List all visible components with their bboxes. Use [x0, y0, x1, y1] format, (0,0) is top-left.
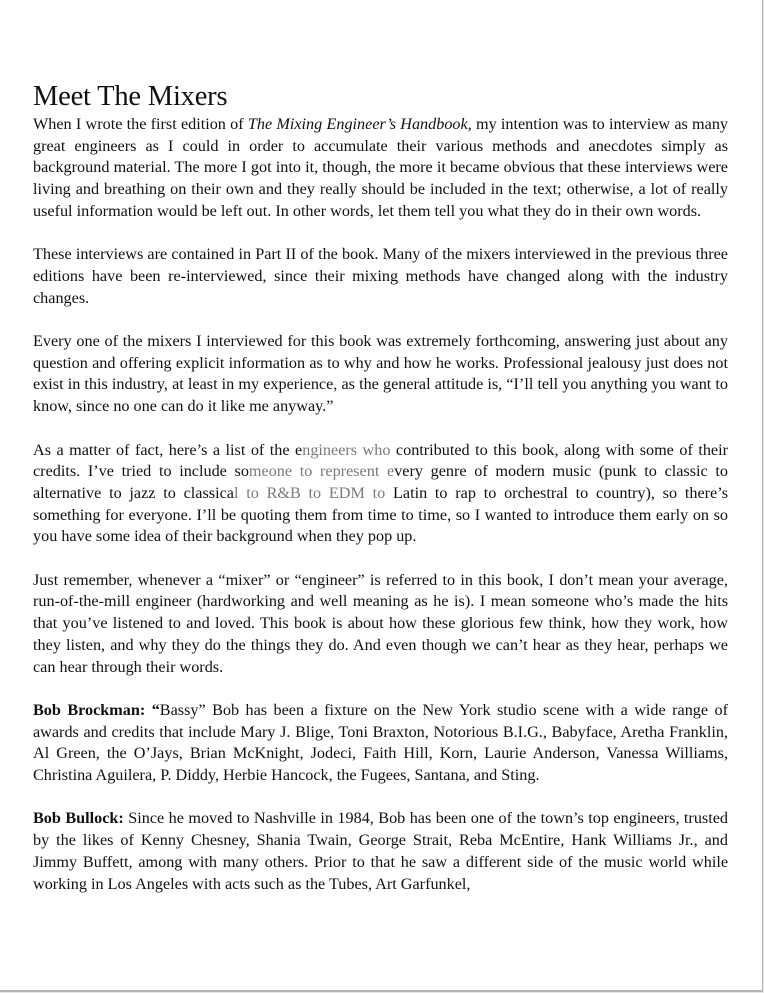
paragraph-remember: Just remember, whenever a “mixer” or “engineer” is referred to in this book, I don’t mean your average, run-of-the-mill engineer (hardworking and well meaning as he is). I mean someone who’s made the hits that you’ve listened to and loved. This book is about how these glorious few think, how they work, how they listen, and why they do the things they do. And even though we can’t hear as they hear, perhaps we can hear through their words. — [33, 570, 728, 676]
book-title: The Mixing Engineer’s Handbook — [247, 115, 468, 133]
bio-entry — [33, 808, 728, 895]
text-run: contributed to this book, along with some of their credits. I’ve tried to include so — [33, 440, 728, 481]
bio-name: Bob Brockman: “ — [33, 700, 160, 719]
bio-entry — [33, 700, 728, 787]
paragraph-intro-rest: , my intention was to interview as many great engineers as I could in order to accumulate their various methods and anecdotes simply as background material. The more I got into it, though, the more it became obvious that these interviews were living and breathing on their own and they really should be included in the text; otherwise, a lot of really useful information would be left out. In other words, let them tell you what they do in their own words. — [33, 115, 729, 220]
faded-text-run: meone to represent e — [248, 462, 395, 481]
paragraph-intro-start: When I wrote the first edition of — [33, 115, 248, 133]
faded-text-run: l to R&B to EDM to — [233, 483, 386, 502]
paragraph-part-two: These interviews are contained in Part II of the book. Many of the mixers interviewed in the previous three editions have been re-interviewed, since their mixing methods have changed along with the industry changes. — [33, 245, 728, 307]
faded-text-run: ngineers who — [302, 440, 391, 459]
text-run: Latin to rap to orchestral to country), so there’s something for everyone. I’ll be quoting them from time to time, so I wanted to introduce them early on so you have some idea of their background when they pop up. — [33, 483, 728, 546]
text-run: very genre of modern music (punk to classic to alternative to jazz to classica — [33, 462, 728, 502]
bio-text: Since he moved to Nashville in 1984, Bob has been one of the town’s top engineers, trusted by the likes of Kenny Chesney, Shania Twain, George Strait, Reba McEntire, Hank Williams Jr., and Jimmy Buffett, among with many others. Prior to that he saw a different side of the music world while working in Los Angeles with acts such as the Tubes, Art Garfunkel, — [33, 809, 728, 893]
bio-name: Bob Bullock: — [33, 809, 124, 828]
paragraph-list-intro — [33, 440, 728, 549]
paragraph-intro — [33, 114, 728, 223]
paragraph-forthcoming: Every one of the mixers I interviewed for this book was extremely forthcoming, answering just about any question and offering explicit information as to why and how he works. Professional jealousy just does not exist in this industry, at least in my experience, as the general attitude is, “I’ll tell you anything you want to know, since no one can do it like me anyway.” — [33, 332, 728, 416]
page-content — [33, 80, 728, 917]
text-run: As a matter of fact, here’s a list of the e — [33, 440, 303, 459]
bio-text: Bassy” Bob has been a fixture on the New York studio scene with a wide range of awards and credits that include Mary J. Blige, Toni Braxton, Notorious B.I.G., Babyface, Aretha Franklin, Al Green, the O’Jays, Brian McKnight, Jodeci, Faith Hill, Korn, Laurie Anderson, Vanessa Williams, Christina Aguilera, P. Diddy, Herbie Hancock, the Fugees, Santana, and Sting. — [33, 700, 728, 785]
chapter-heading: Meet The Mixers — [33, 81, 228, 112]
